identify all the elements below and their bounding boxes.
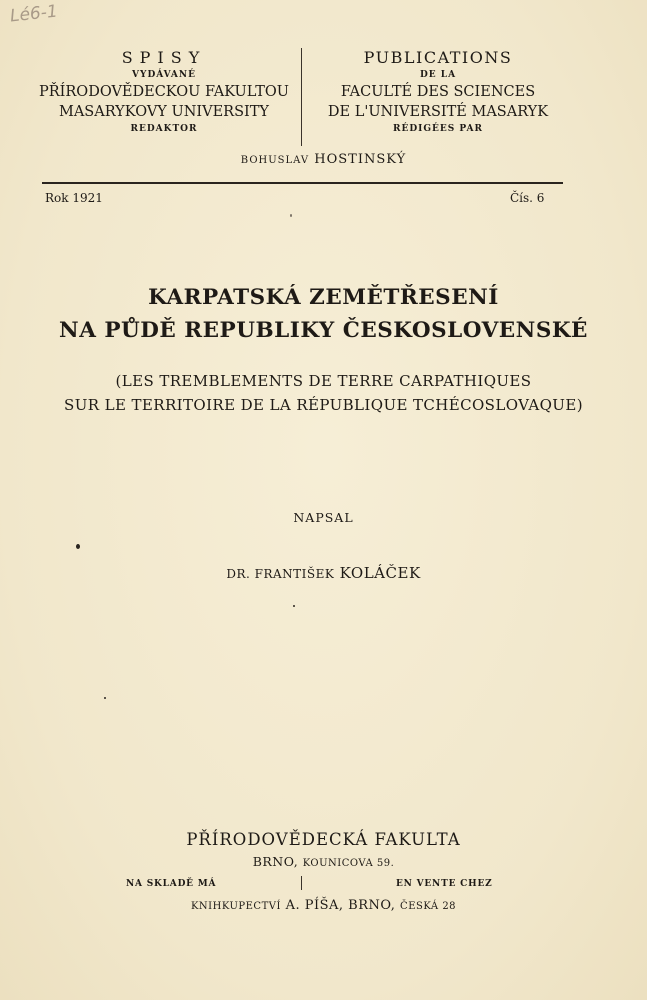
publisher-name: PŘÍRODOVĚDECKÁ FAKULTA — [186, 830, 461, 849]
bookshop-line — [0, 898, 647, 913]
series-editor-label-czech: REDAKTOR — [130, 124, 198, 134]
author-name — [0, 564, 647, 582]
series-line-published-by: VYDÁVANÉ — [132, 70, 196, 80]
series-header-czech — [30, 48, 298, 136]
sale-label-czech: NA SKLADĚ MÁ — [126, 879, 217, 889]
ink-speck — [293, 605, 295, 607]
editor-name — [0, 152, 647, 167]
editor-last-name: HOSTINSKÝ — [314, 152, 407, 167]
series-university-czech: MASARYKOVY UNIVERSITY — [58, 104, 269, 120]
header-rule — [42, 182, 563, 184]
subtitle-line-2: SUR LE TERRITOIRE DE LA RÉPUBLIQUE TCHÉCOSLOVAQUE) — [64, 396, 583, 414]
sale-label-french: EN VENTE CHEZ — [396, 879, 493, 889]
bookshop-name: A. PÍŠA, BRNO, — [285, 898, 396, 913]
series-faculty-french: FACULTÉ DES SCIENCES — [340, 84, 536, 100]
title-line-1: KARPATSKÁ ZEMĚTŘESENÍ — [148, 285, 499, 310]
column-divider — [301, 48, 302, 146]
author-surname: KOLÁČEK — [339, 564, 421, 582]
byline-label: NAPSAL — [293, 510, 354, 525]
series-university-french: DE L'UNIVERSITÉ MASARYK — [327, 104, 549, 120]
issue-number: Čís. 6 — [510, 191, 545, 205]
bookshop-label: KNIHKUPECTVÍ — [190, 901, 281, 912]
series-title-french: PUBLICATIONS — [363, 48, 513, 67]
ink-speck — [76, 544, 80, 549]
publisher-city: BRNO, — [252, 854, 299, 869]
series-line-de-la: DE LA — [419, 70, 457, 80]
handwritten-note: Lé6-1 — [9, 1, 59, 27]
sale-divider — [301, 876, 302, 890]
series-faculty-czech: PŘÍRODOVĚDECKOU FAKULTOU — [38, 84, 290, 100]
issue-year: Rok 1921 — [45, 191, 103, 205]
author-prefix: DR. FRANTIŠEK — [226, 567, 335, 581]
series-header-french — [308, 48, 568, 136]
series-editor-label-french: RÉDIGÉES PAR — [393, 124, 483, 134]
subtitle-line-1: (LES TREMBLEMENTS DE TERRE CARPATHIQUES — [115, 372, 532, 390]
series-title-czech: SPISY — [121, 48, 207, 67]
bookshop-street: ČESKÁ 28 — [400, 901, 457, 912]
editor-first-name: BOHUSLAV — [240, 155, 310, 166]
title-line-2: NA PŮDĚ REPUBLIKY ČESKOSLOVENSKÉ — [59, 318, 588, 343]
ink-speck — [290, 214, 292, 217]
publisher-address — [0, 854, 647, 869]
ink-speck — [104, 697, 106, 699]
publisher-street: KOUNICOVA 59. — [302, 858, 395, 869]
